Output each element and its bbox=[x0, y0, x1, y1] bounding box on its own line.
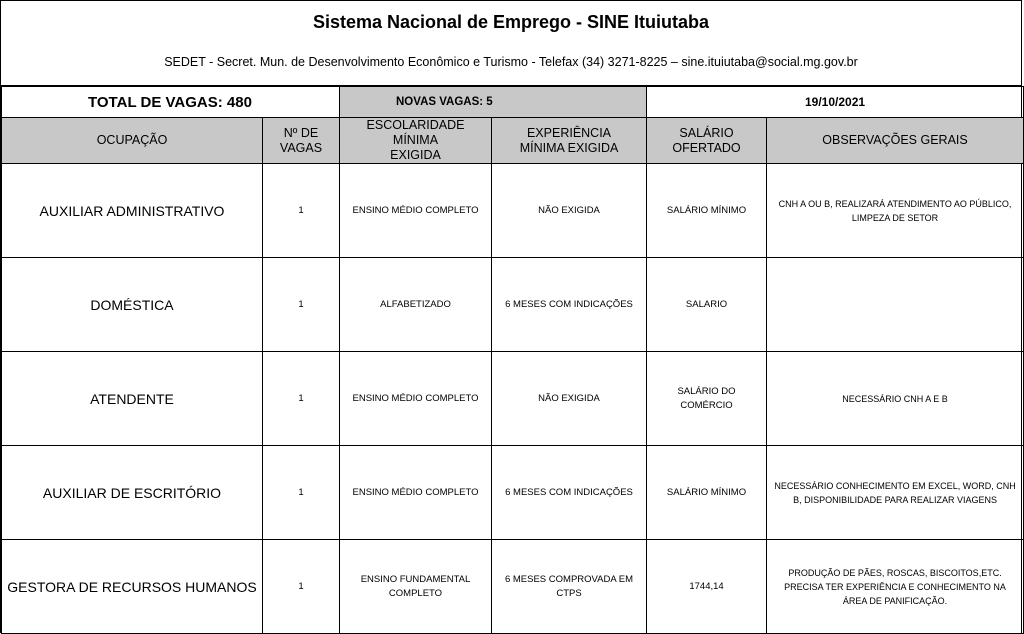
header-salario-line2: OFERTADO bbox=[672, 140, 741, 155]
table-row bbox=[2, 540, 1024, 634]
total-vagas: TOTAL DE VAGAS: 480 bbox=[2, 87, 340, 118]
header-ocupacao: OCUPAÇÃO bbox=[2, 118, 263, 164]
cell-ocupacao: GESTORA DE RECURSOS HUMANOS bbox=[2, 540, 263, 634]
cell-salario: SALÁRIO DO COMÉRCIO bbox=[647, 352, 767, 446]
column-header-row bbox=[2, 118, 1024, 164]
header-experiencia-line1: EXPERIÊNCIA bbox=[526, 125, 612, 140]
cell-experiencia: NÃO EXIGIDA bbox=[492, 164, 647, 258]
novas-vagas: NOVAS VAGAS: 5 bbox=[340, 87, 647, 118]
cell-vagas: 1 bbox=[263, 258, 340, 352]
header-vagas-line1: Nº DE bbox=[283, 125, 319, 140]
header-escolaridade bbox=[340, 118, 492, 164]
cell-salario: SALÁRIO MÍNIMO bbox=[647, 446, 767, 540]
cell-vagas: 1 bbox=[263, 540, 340, 634]
header-vagas-line2: VAGAS bbox=[279, 140, 323, 155]
page-subtitle: SEDET - Secret. Mun. de Desenvolvimento Econômico e Turismo - Telefax (34) 3271-8225 – sine.ituiutaba@social.mg.gov.br bbox=[164, 55, 858, 69]
header-observacoes: OBSERVAÇÕES GERAIS bbox=[767, 118, 1024, 164]
date-label: 19/10/2021 bbox=[647, 87, 1024, 118]
cell-salario: 1744,14 bbox=[647, 540, 767, 634]
jobs-table bbox=[1, 86, 1024, 634]
cell-ocupacao: AUXILIAR DE ESCRITÓRIO bbox=[2, 446, 263, 540]
cell-observacoes: PRODUÇÃO DE PÃES, ROSCAS, BISCOITOS,ETC. PRECISA TER EXPERIÊNCIA E CONHECIMENTO NA ÁREA DE PANIFICAÇÃO. bbox=[767, 540, 1024, 634]
cell-observacoes: CNH A OU B, REALIZARÁ ATENDIMENTO AO PÚBLICO, LIMPEZA DE SETOR bbox=[767, 164, 1024, 258]
cell-escolaridade: ENSINO MÉDIO COMPLETO bbox=[340, 164, 492, 258]
cell-vagas: 1 bbox=[263, 352, 340, 446]
cell-observacoes: NECESSÁRIO CNH A E B bbox=[767, 352, 1024, 446]
table-row bbox=[2, 258, 1024, 352]
header-experiencia-line2: MÍNIMA EXIGIDA bbox=[519, 140, 619, 155]
cell-escolaridade: ALFABETIZADO bbox=[340, 258, 492, 352]
cell-vagas: 1 bbox=[263, 164, 340, 258]
cell-escolaridade: ENSINO MÉDIO COMPLETO bbox=[340, 352, 492, 446]
cell-observacoes bbox=[767, 258, 1024, 352]
cell-ocupacao: AUXILIAR ADMINISTRATIVO bbox=[2, 164, 263, 258]
cell-salario: SALARIO bbox=[647, 258, 767, 352]
cell-escolaridade: ENSINO MÉDIO COMPLETO bbox=[340, 446, 492, 540]
header-escolaridade-line1: ESCOLARIDADE MÍNIMA bbox=[366, 118, 465, 147]
header-block bbox=[1, 0, 1021, 86]
cell-observacoes: NECESSÁRIO CONHECIMENTO EM EXCEL, WORD, CNH B, DISPONIBILIDADE PARA REALIZAR VIAGENS bbox=[767, 446, 1024, 540]
summary-row bbox=[2, 87, 1024, 118]
cell-vagas: 1 bbox=[263, 446, 340, 540]
table-row bbox=[2, 352, 1024, 446]
header-salario-line1: SALÁRIO bbox=[679, 125, 734, 140]
header-vagas bbox=[263, 118, 340, 164]
table-row bbox=[2, 446, 1024, 540]
cell-experiencia: NÃO EXIGIDA bbox=[492, 352, 647, 446]
cell-experiencia: 6 MESES COM INDICAÇÕES bbox=[492, 258, 647, 352]
page-title: Sistema Nacional de Emprego - SINE Ituiutaba bbox=[312, 12, 710, 32]
cell-ocupacao: ATENDENTE bbox=[2, 352, 263, 446]
cell-salario: SALÁRIO MÍNIMO bbox=[647, 164, 767, 258]
cell-ocupacao: DOMÉSTICA bbox=[2, 258, 263, 352]
cell-escolaridade: ENSINO FUNDAMENTAL COMPLETO bbox=[340, 540, 492, 634]
header-experiencia bbox=[492, 118, 647, 164]
header-escolaridade-line2: EXIGIDA bbox=[390, 148, 441, 162]
cell-experiencia: 6 MESES COMPROVADA EM CTPS bbox=[492, 540, 647, 634]
table-row bbox=[2, 164, 1024, 258]
cell-experiencia: 6 MESES COM INDICAÇÕES bbox=[492, 446, 647, 540]
header-salario bbox=[647, 118, 767, 164]
